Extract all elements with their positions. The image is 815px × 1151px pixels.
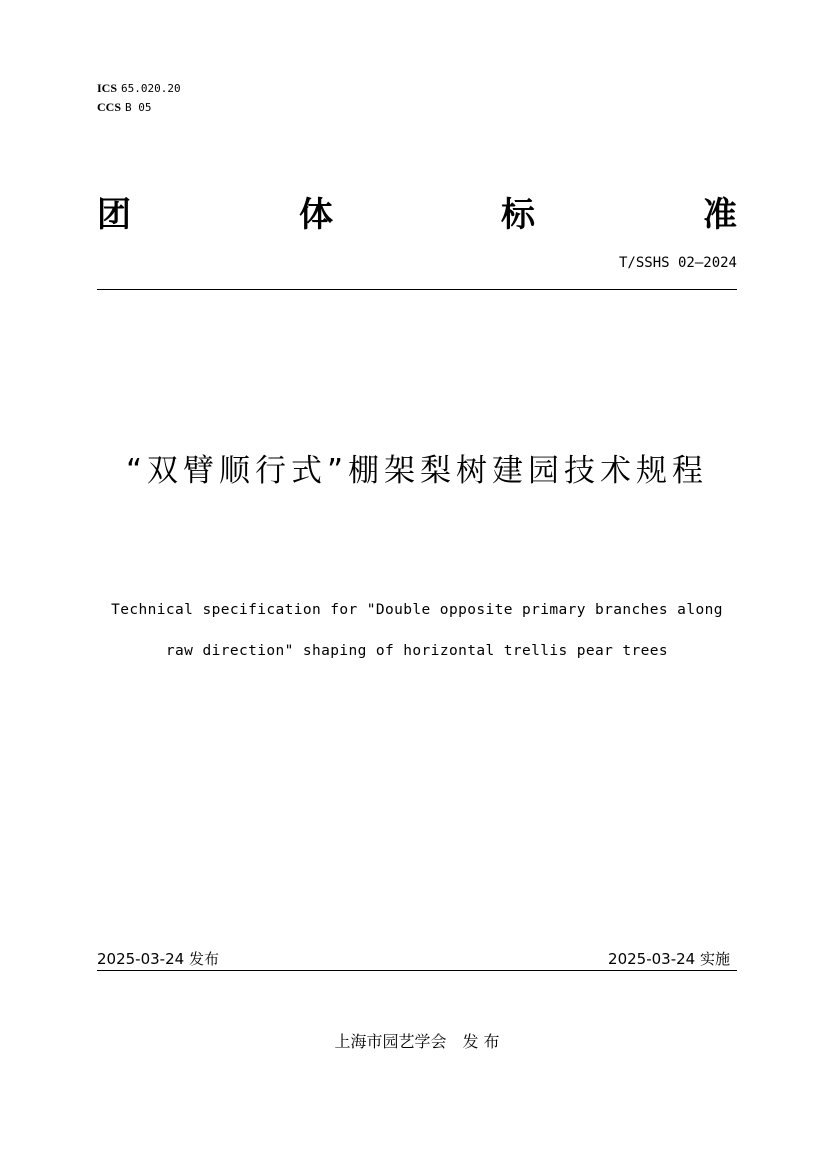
standard-type-char: 准 <box>703 195 737 235</box>
ccs-label: CCS <box>97 100 122 114</box>
standard-type-char: 标 <box>501 195 535 235</box>
header-divider <box>97 289 737 290</box>
document-title-chinese: “双臂顺行式”棚架梨树建园技术规程 <box>125 453 709 489</box>
publish-date: 2025-03-24 发布 <box>97 950 219 968</box>
ccs-value: B 05 <box>125 101 152 114</box>
ics-row <box>97 79 181 98</box>
implement-date: 2025-03-24 实施 <box>608 950 730 968</box>
ics-label: ICS <box>97 81 118 95</box>
dates-line <box>97 948 737 971</box>
issuing-organization: 上海市园艺学会 发 布 <box>334 1032 500 1051</box>
classification-codes <box>97 79 181 117</box>
ics-value: 65.020.20 <box>121 82 181 95</box>
standard-type-char: 体 <box>299 195 333 235</box>
standard-type-heading <box>97 193 737 237</box>
standard-type-char: 团 <box>97 195 131 235</box>
standard-number: T/SSHS 02—2024 <box>618 255 737 271</box>
ccs-row <box>97 98 181 117</box>
document-title-english: Technical specification for "Double opposite primary branches along raw direction" shaping of horizontal trellis pear trees <box>111 602 723 659</box>
